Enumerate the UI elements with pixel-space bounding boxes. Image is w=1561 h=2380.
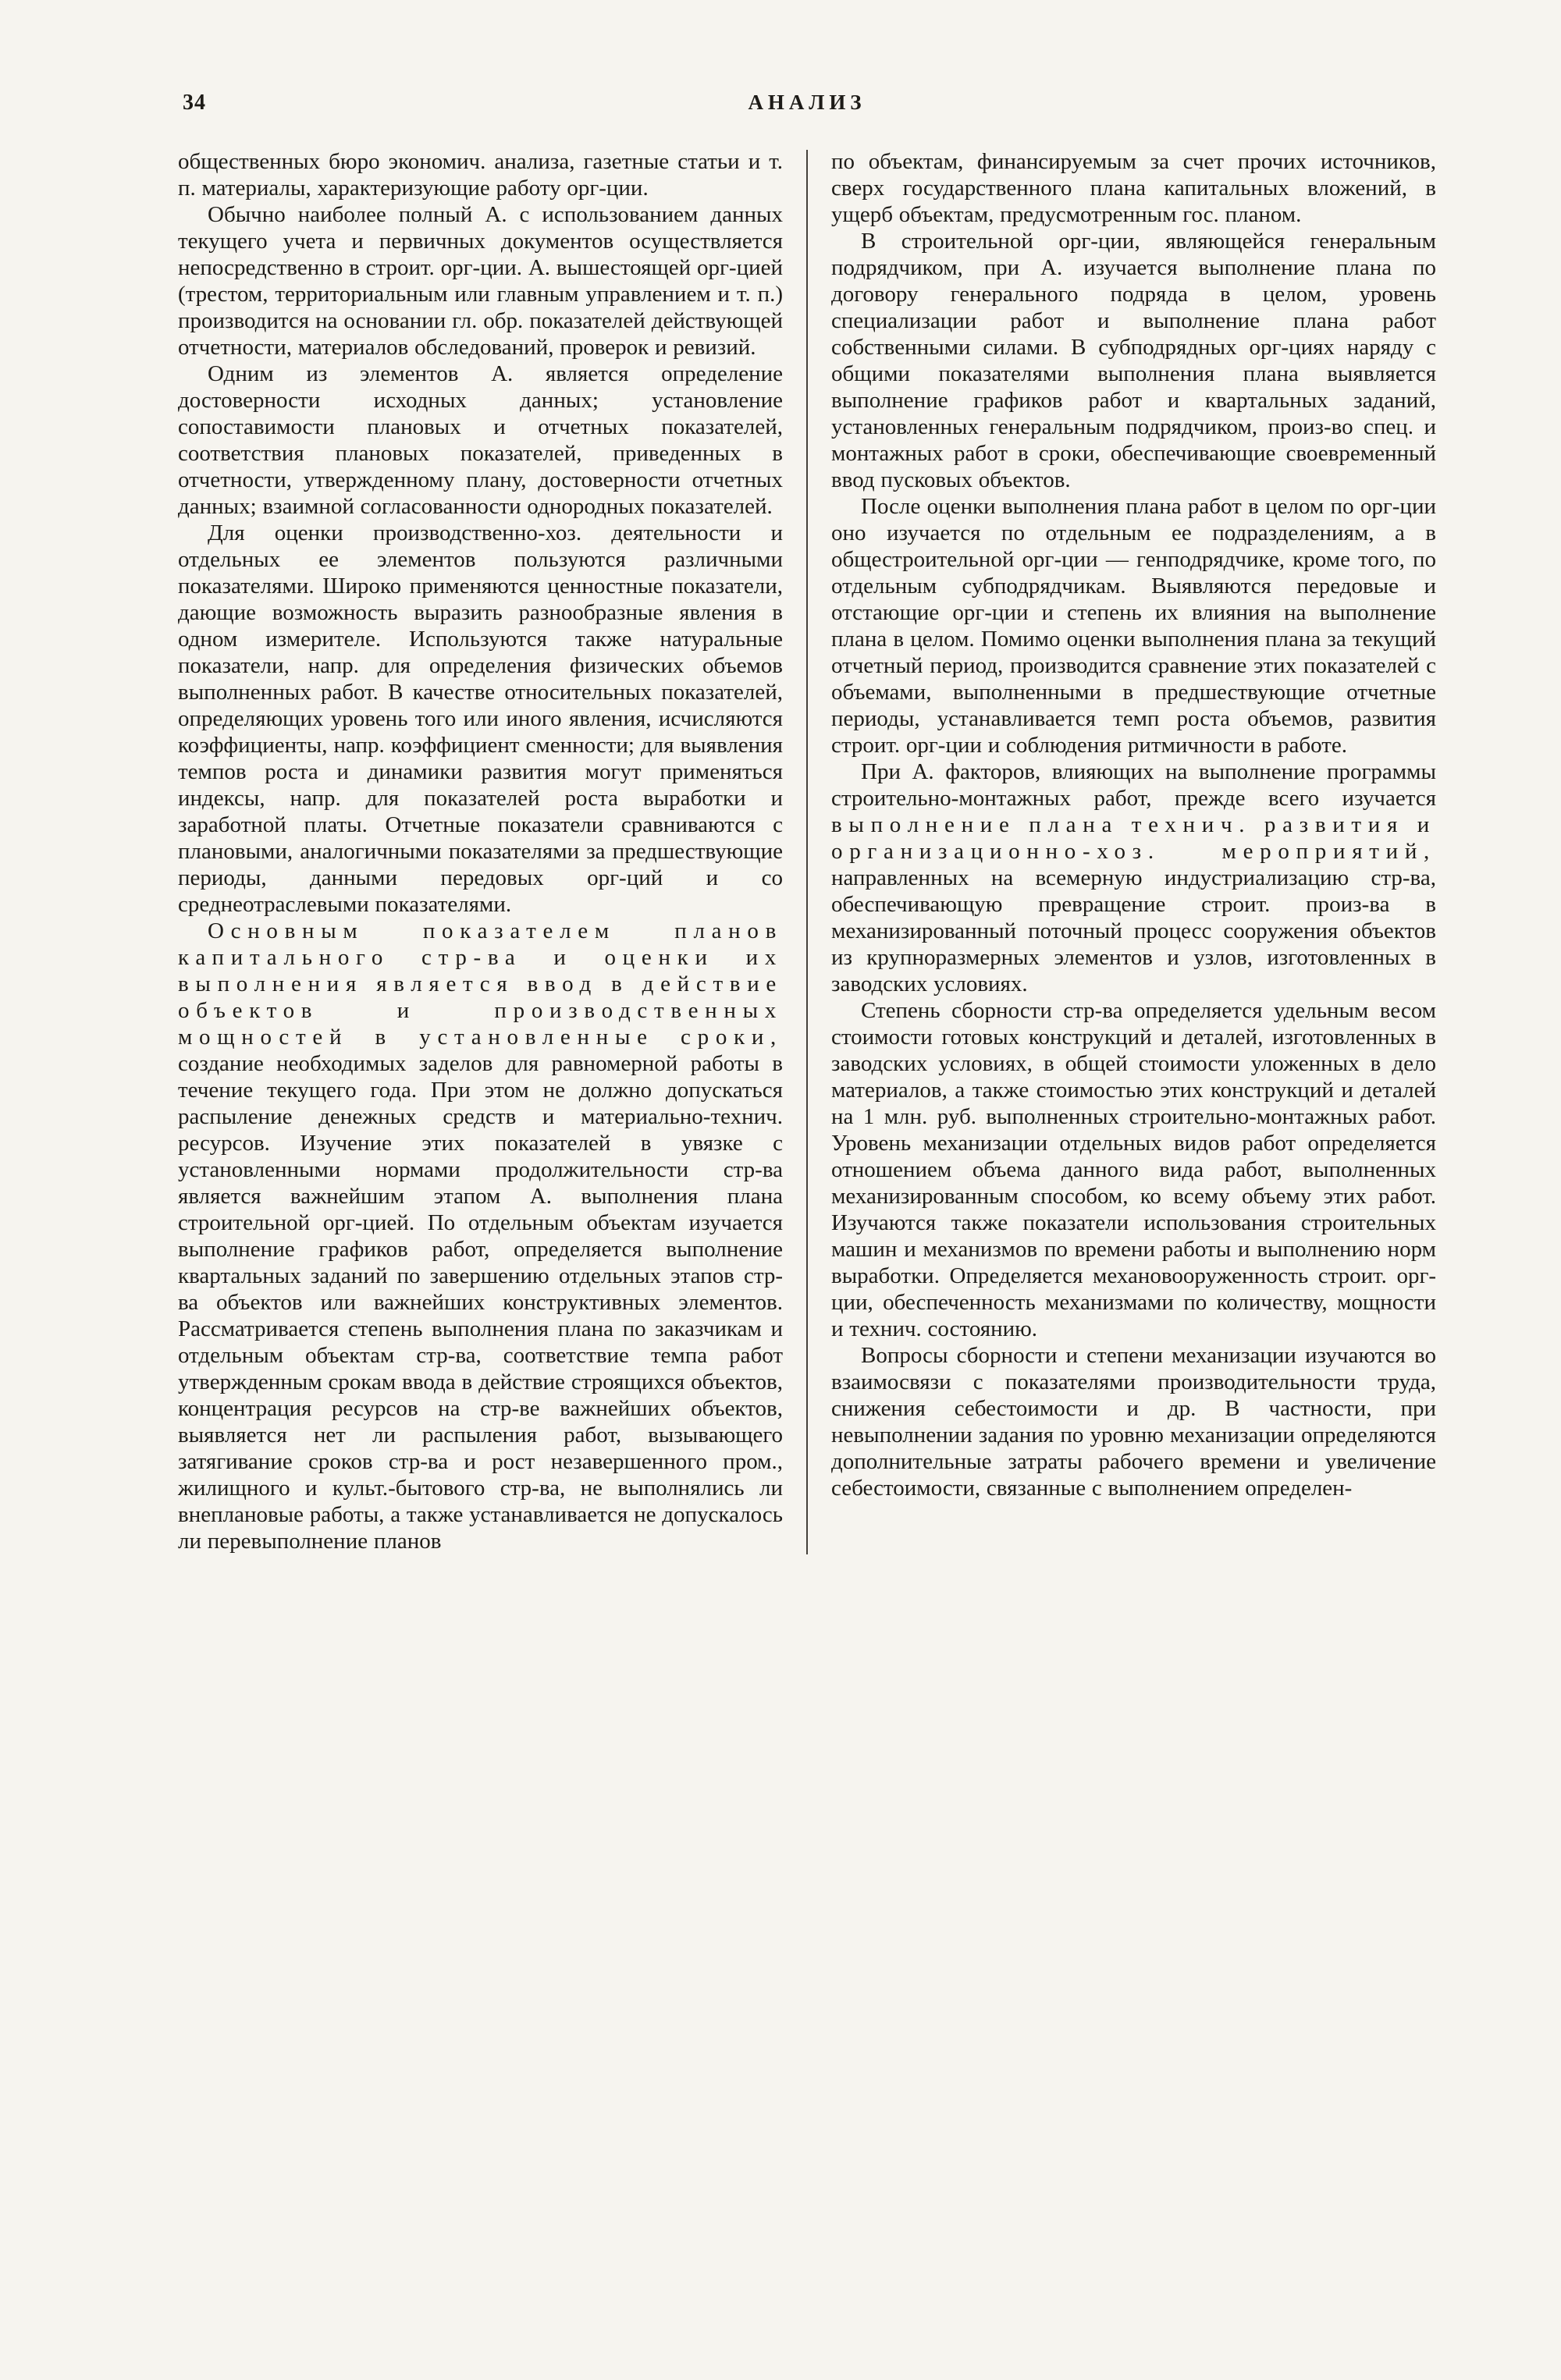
body-text: Обычно наиболее полный А. с использованием данных текущего учета и первичных документов осуществляется непосредственно в строит. орг-ции. А. вышестоящей орг-цией (трестом, территориальным или главным управлением и т. п.) производится на основании гл. обр. показателей действующей отчетности, материалов обследований, проверок и ревизий. [178, 202, 783, 360]
paragraph [831, 493, 1436, 758]
body-text: по объектам, финансируемым за счет прочих источников, сверх государственного плана капитальных вложений, в ущерб объектам, предусмотренным гос. планом. [831, 149, 1436, 227]
column-left [178, 148, 783, 1554]
emphasized-letterspaced-text: выполнение плана технич. развития и организационно-хоз. мероприятий, [831, 812, 1436, 864]
page-header [178, 91, 1436, 122]
paragraph [178, 148, 783, 201]
body-text: Степень сборности стр-ва определяется удельным весом стоимости готовых конструкций и деталей, изготовленных в заводских условиях, в общей стоимости уложенных в дело материалов, а также стоимостью этих конструкций и деталей на 1 млн. руб. выполненных строительно-монтажных работ. Уровень механизации отдельных видов работ определяется отношением объема данного вида работ, выполненных механизированным способом, ко всему объему этих работ. Изучаются также показатели использования строительных машин и механизмов по времени работы и выполнению норм выработки. Определяется механовооруженность строит. орг-ции, обеспеченность механизмами по количеству, мощности и технич. состоянию. [831, 998, 1436, 1341]
text-columns [178, 148, 1436, 1554]
body-text: создание необходимых заделов для равномерной работы в течение текущего года. При этом не должно допускаться распыление денежных средств и материально-технич. ресурсов. Изучение этих показателей в увязке с установленными нормами продолжительности стр-ва является важнейшим этапом А. выполнения плана строительной орг-цией. По отдельным объектам изучается выполнение графиков работ, определяется выполнение квартальных заданий по завершению отдельных этапов стр-ва объектов или важнейших конструктивных элементов. Рассматривается степень выполнения плана по заказчикам и отдельным объектам стр-ва, соответствие темпа работ утвержденным срокам ввода в действие строящихся объектов, концентрация ресурсов на стр-ве важнейших объектов, выявляется нет ли распыления работ, вызывающего затягивание сроков стр-ва и рост незавершенного пром., жилищного и культ.-бытового стр-ва, не выполнялись ли внеплановые работы, а также устанавливается не допускалось ли перевыполнение планов [178, 1051, 783, 1554]
body-text: После оценки выполнения плана работ в целом по орг-ции оно изучается по отдельным ее подразделениям, а в общестроительной орг-ции — генподрядчике, кроме того, по отдельным субподрядчикам. Выявляются передовые и отстающие орг-ции и степень их влияния на выполнение плана в целом. Помимо оценки выполнения плана за текущий отчетный период, производится сравнение этих показателей с объемами, выполненными в предшествующие отчетные периоды, устанавливается темп роста объемов, развития строит. орг-ции и соблюдения ритмичности в работе. [831, 494, 1436, 758]
paragraph [831, 1342, 1436, 1501]
page-number: 34 [183, 91, 206, 115]
paragraph [831, 758, 1436, 997]
paragraph [178, 201, 783, 361]
body-text: В строительной орг-ции, являющейся генеральным подрядчиком, при А. изучается выполнение плана по договору генерального подряда в целом, уровень специализации работ и выполнение плана работ собственными силами. В субподрядных орг-циях наряду с общими показателями выполнения плана выявляется выполнение графиков работ и квартальных заданий, установленных генеральным подрядчиком, произ-во спец. и монтажных работ в сроки, обеспечивающие своевременный ввод пусковых объектов. [831, 229, 1436, 492]
paragraph [178, 361, 783, 520]
paragraph [178, 520, 783, 918]
paragraph [178, 918, 783, 1554]
paragraph [831, 148, 1436, 228]
body-text: общественных бюро экономич. анализа, газетные статьи и т. п. материалы, характеризующие работу орг-ции. [178, 149, 783, 201]
body-text: При А. факторов, влияющих на выполнение программы строительно-монтажных работ, прежде всего изучается [831, 759, 1436, 811]
paragraph [831, 228, 1436, 493]
paragraph [831, 997, 1436, 1342]
column-right [831, 148, 1436, 1554]
body-text: Для оценки производственно-хоз. деятельности и отдельных ее элементов пользуются различными показателями. Широко применяются ценностные показатели, дающие возможность выразить разнообразные явления в одном измерителе. Используются также натуральные показатели, напр. для определения физических объемов выполненных работ. В качестве относительных показателей, определяющих уровень того или иного явления, исчисляются коэффициенты, напр. коэффициент сменности; для выявления темпов роста и динамики развития могут применяться индексы, напр. для показателей роста выработки и заработной платы. Отчетные показатели сравниваются с плановыми, аналогичными показателями за предшествующие периоды, данными передовых орг-ций и со среднеотраслевыми показателями. [178, 520, 783, 917]
body-text: Вопросы сборности и степени механизации изучаются во взаимосвязи с показателями производительности труда, снижения себестоимости и др. В частности, при невыполнении задания по уровню механизации определяются дополнительные затраты рабочего времени и увеличение себестоимости, связанные с выполнением определен- [831, 1343, 1436, 1501]
emphasized-letterspaced-text: Основным показателем планов капитального стр-ва и оценки их выполнения является ввод в действие объектов и производственных мощностей в установленные сроки, [178, 918, 783, 1050]
body-text: Одним из элементов А. является определение достоверности исходных данных; установление сопоставимости плановых и отчетных показателей, соответствия плановых показателей, приведенных в отчетности, утвержденному плану, достоверности отчетных данных; взаимной согласованности однородных показателей. [178, 361, 783, 519]
column-divider-rule [806, 150, 808, 1554]
body-text: направленных на всемерную индустриализацию стр-ва, обеспечивающую превращение строит. произ-ва в механизированный поточный процесс сооружения объектов из крупноразмерных элементов и узлов, изготовленных в заводских условиях. [831, 865, 1436, 996]
running-title: АНАЛИЗ [748, 91, 866, 114]
